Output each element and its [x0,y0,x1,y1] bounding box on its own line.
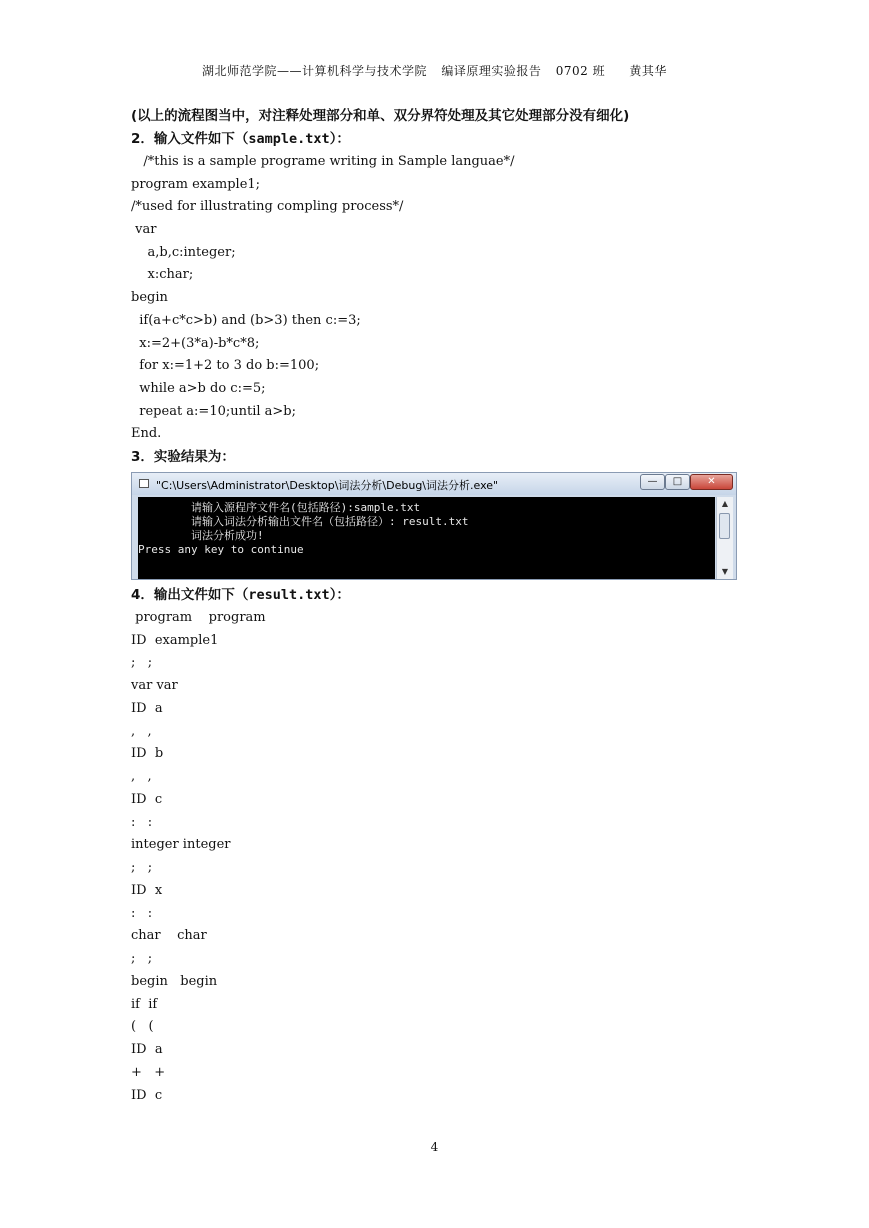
token-line: if if [131,996,158,1012]
scroll-up-arrow-icon[interactable]: ▲ [721,498,729,508]
console-title: "C:\Users\Administrator\Desktop\词法分析\Debug\词法分析.exe" [156,478,499,492]
code-line: End. [131,426,162,442]
section-4-heading-suffix: ）： [329,586,350,603]
console-app-icon [139,479,149,488]
section-4-heading-prefix: 4．输出文件如下（ [131,586,249,603]
console-line-1: 请输入源程序文件名(包括路径):sample.txt [138,500,421,514]
section-2-heading [131,128,741,151]
page-number: 4 [430,1140,439,1154]
token-line: begin begin [131,973,218,989]
code-line: while a>b do c:=5; [131,380,266,396]
scroll-down-arrow-icon[interactable]: ▼ [721,566,729,576]
flowchart-note: (以上的流程图当中，对注释处理部分和单、双分界符处理及其它处理部分没有细化) [131,108,630,124]
section-2-heading-prefix: 2．输入文件如下（ [131,131,249,147]
token-line: , , [131,769,152,785]
console-titlebar[interactable] [132,473,736,495]
token-line: integer integer [131,837,231,853]
token-line: char char [131,928,207,944]
token-line: ; ; [131,951,153,967]
header-author: 黄其华 [629,64,667,78]
section-4-heading [131,584,741,607]
header-school: 湖北师范学院——计算机科学与技术学院 [202,64,428,78]
code-line: begin [131,290,168,306]
token-line: : : [131,814,153,830]
code-line: x:=2+(3*a)-b*c*8; [131,335,260,351]
token-line: ; ; [131,860,153,876]
section-2-heading-file: sample.txt [248,131,330,147]
code-line: for x:=1+2 to 3 do b:=100; [131,358,320,374]
page-header [0,62,869,79]
token-line: ID a [131,1042,163,1058]
scroll-thumb[interactable] [719,513,730,539]
sample-source-code [131,151,741,446]
section-3-heading: 3．实验结果为： [131,448,235,465]
console-window [131,472,737,580]
token-line: ( ( [131,1019,154,1035]
code-line: a,b,c:integer; [131,244,236,260]
header-course: 编译原理实验报告 [441,64,542,78]
token-line: ID a [131,700,163,716]
token-line: program program [131,609,266,625]
maximize-button[interactable]: □ [665,474,690,490]
token-line: ID c [131,1087,163,1103]
console-line-3: 词法分析成功! [138,528,264,542]
token-line: ID c [131,791,163,807]
code-line: var [131,222,157,238]
code-line: /*this is a sample programe writing in Sample languae*/ [131,154,515,169]
header-class: 0702 班 [555,64,606,78]
report-body [131,105,741,1107]
token-output-list [131,607,741,1108]
token-line: : : [131,905,153,921]
console-output [138,497,715,579]
token-line: , , [131,723,152,739]
code-line: repeat a:=10;until a>b; [131,403,297,419]
section-4-heading-file: result.txt [248,586,330,603]
code-line: /*used for illustrating compling process*/ [131,199,404,215]
section-2-heading-suffix: ）： [329,131,350,147]
console-scrollbar[interactable] [716,497,733,579]
code-line: program example1; [131,176,261,192]
token-line: ID example1 [131,632,219,648]
minimize-button[interactable]: — [640,474,665,490]
token-line: + + [131,1064,166,1080]
close-button[interactable]: ✕ [690,474,733,490]
code-line: if(a+c*c>b) and (b>3) then c:=3; [131,312,361,328]
token-line: var var [131,678,178,694]
console-line-2: 请输入词法分析输出文件名（包括路径）: result.txt [138,514,469,528]
token-line: ; ; [131,655,153,671]
token-line: ID x [131,882,163,898]
token-line: ID b [131,746,164,762]
console-line-4: Press any key to continue [138,542,304,556]
code-line: x:char; [131,267,194,283]
